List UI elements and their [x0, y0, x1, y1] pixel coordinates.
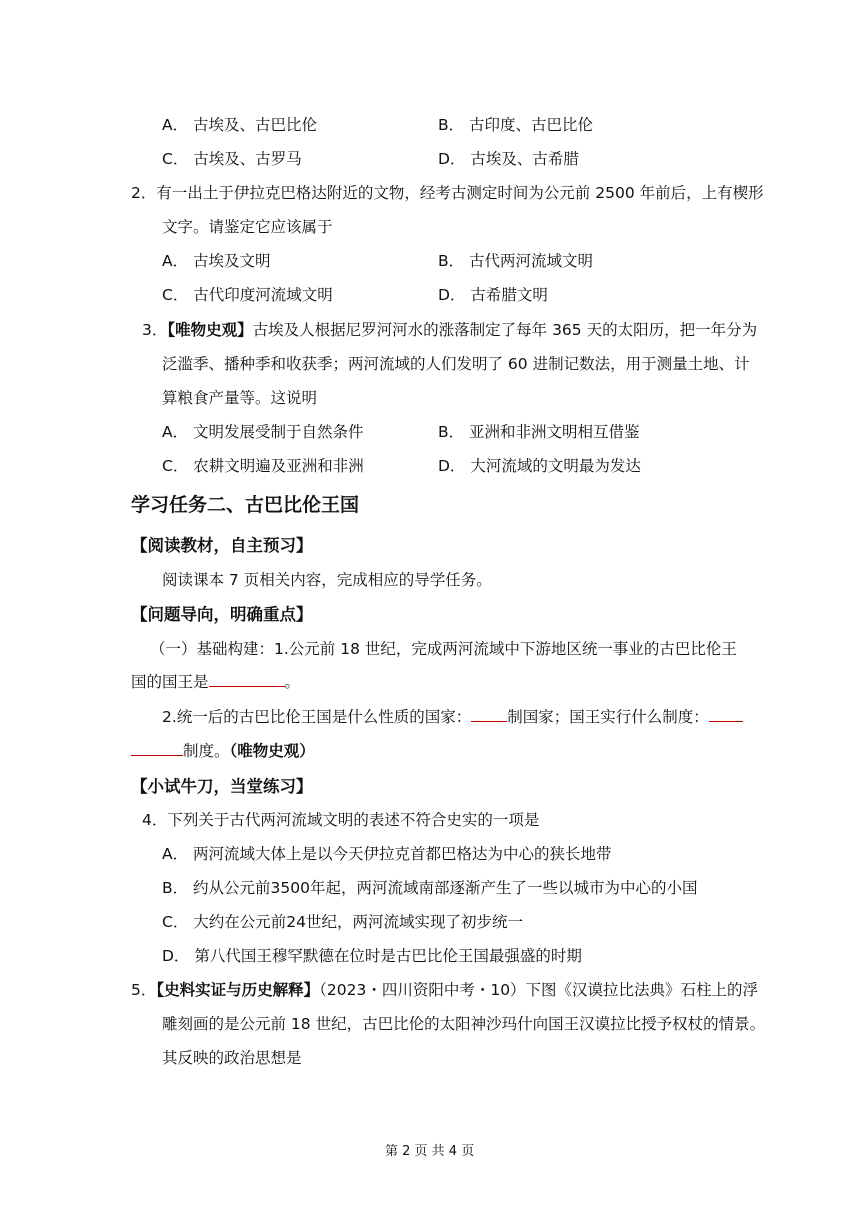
q-nature-line2 [131, 739, 315, 761]
q4-option-c: C． 大约在公元前24世纪，两河流域实现了初步统一 [162, 913, 523, 931]
q4-option-a: A． 两河流域大体上是以今天伊拉克首都巴格达为中心的狭长地带 [162, 845, 612, 863]
q-nature-line1 [162, 705, 743, 727]
q5-stem-line1 [131, 978, 758, 1000]
q4-stem: 4．下列关于古代两河流域文明的表述不符合史实的一项是 [142, 811, 540, 829]
section-title: 学习任务二、古巴比伦王国 [131, 494, 360, 516]
basic-line2 [131, 670, 300, 692]
page-footer: 第 2 页 共 4 页 [385, 1144, 475, 1159]
q-nature-text: 2.统一后的古巴比伦王国是什么性质的国家： [162, 708, 472, 726]
q5-number: 5． [131, 981, 157, 999]
q-nature-tag: （唯物史观） [229, 742, 315, 760]
q3-option-d: D． 大河流域的文明最为发达 [438, 457, 641, 475]
q1-option-a: A． 古埃及、古巴比伦 [162, 116, 318, 134]
q2-option-a: A． 古埃及文明 [162, 252, 271, 270]
q1-option-c: C． 古埃及、古罗马 [162, 150, 302, 168]
q5-stem-line2: 雕刻画的是公元前 18 世纪，古巴比伦的太阳神沙玛什向国王汉谟拉比授予权杖的情景。 [162, 1015, 766, 1033]
basic-line2-text: 国的国王是 [131, 673, 209, 691]
q2-option-d: D． 古希腊文明 [438, 286, 548, 304]
q4-option-d: D． 第八代国王穆罕默德在位时是古巴比伦王国最强盛的时期 [162, 947, 582, 965]
q3-tag: 【唯物史观】 [167, 321, 253, 339]
q3-stem-text: 古埃及人根据尼罗河河水的涨落制定了每年 365 天的太阳历，把一年分为 [252, 321, 758, 339]
king-answer-blank[interactable] [209, 672, 285, 687]
basic-line1: （一）基础构建：1.公元前 18 世纪，完成两河流域中下游地区统一事业的古巴比伦王 [150, 640, 737, 658]
q3-stem-line3: 算粮食产量等。这说明 [162, 389, 318, 407]
read-heading: 【阅读教材，自主预习】 [131, 536, 313, 555]
q2-stem-line1: 2．有一出土于伊拉克巴格达附近的文物，经考古测定时间为公元前 2500 年前后，上有楔形 [131, 184, 764, 202]
q4-option-b: B． 约从公元前3500年起，两河流域南部逐渐产生了一些以城市为中心的小国 [162, 879, 698, 897]
practice-heading: 【小试牛刀，当堂练习】 [131, 777, 313, 796]
q3-option-a: A． 文明发展受制于自然条件 [162, 423, 364, 441]
q1-option-b: B． 古印度、古巴比伦 [438, 116, 594, 134]
q3-option-b: B． 亚洲和非洲文明相互借鉴 [438, 423, 640, 441]
q3-stem-line2: 泛滥季、播种季和收获季；两河流域的人们发明了 60 进制记数法，用于测量土地、计 [162, 355, 750, 373]
q3-number: 3． [142, 321, 168, 339]
q2-option-b: B． 古代两河流域文明 [438, 252, 594, 270]
system-blank-part2[interactable] [131, 741, 183, 756]
q2-option-c: C． 古代印度河流域文明 [162, 286, 333, 304]
problem-heading: 【问题导向，明确重点】 [131, 605, 313, 624]
q-nature-mid: 制国家；国王实行什么制度： [507, 708, 709, 726]
state-type-blank[interactable] [471, 707, 507, 722]
basic-line2-end: 。 [284, 673, 301, 691]
q5-stem-line3: 其反映的政治思想是 [162, 1049, 302, 1067]
q5-stem-text: （2023・四川资阳中考・10）下图《汉谟拉比法典》石柱上的浮 [319, 981, 759, 999]
q1-option-d: D． 古埃及、古希腊 [438, 150, 579, 168]
q3-stem-line1 [142, 318, 757, 340]
q-nature-end: 制度。 [183, 742, 230, 760]
q5-tag: 【史料实证与历史解释】 [156, 981, 320, 999]
q3-option-c: C． 农耕文明遍及亚洲和非洲 [162, 457, 364, 475]
q2-stem-line2: 文字。请鉴定它应该属于 [162, 218, 333, 236]
system-blank-part1[interactable] [709, 707, 743, 722]
read-text: 阅读课本 7 页相关内容，完成相应的导学任务。 [162, 571, 492, 589]
